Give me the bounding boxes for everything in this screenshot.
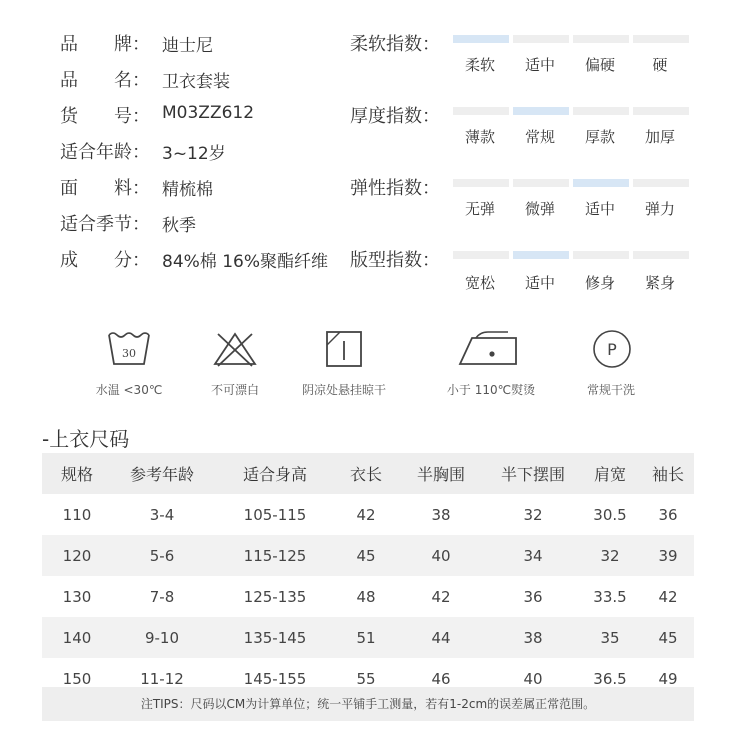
index-option: 修身 — [584, 274, 615, 292]
wash-temp-label: 30 — [122, 347, 136, 360]
table-row — [42, 494, 694, 535]
table-header-cell: 参考年龄 — [112, 453, 212, 494]
table-cell: 32 — [523, 505, 543, 524]
index-option: 宽松 — [464, 274, 495, 292]
table-header-cell: 适合身高 — [212, 453, 338, 494]
spec-label-age: 适合年龄： — [60, 142, 150, 163]
table-cell: 130 — [62, 587, 92, 606]
table-cell: 110 — [62, 505, 92, 524]
table-cell: 135-145 — [212, 617, 338, 658]
dry-clean-p-icon — [591, 328, 633, 370]
spec-label-season: 适合季节： — [60, 214, 150, 235]
table-header-cell: 半下摆围 — [488, 453, 578, 494]
index-segment — [633, 179, 689, 187]
index-segment — [453, 251, 509, 259]
index-segment — [573, 251, 629, 259]
index-option: 紧身 — [644, 274, 675, 292]
table-cell: 11-12 — [140, 669, 184, 688]
spec-value-sku: M03ZZ612 — [162, 103, 255, 123]
index-segment — [453, 107, 509, 115]
table-header-cell: 袖长 — [642, 453, 694, 494]
index-option: 适中 — [584, 200, 615, 218]
table-cell: 40 — [523, 669, 543, 688]
index-title-softness: 柔软指数： — [350, 34, 440, 55]
dryclean-letter: P — [607, 340, 617, 359]
table-cell: 34 — [488, 535, 578, 576]
care-label-wash: 水温 <30℃ — [95, 383, 163, 397]
spec-value-composition: 84%棉 16%聚酯纤维 — [162, 252, 328, 272]
table-cell: 40 — [394, 535, 488, 576]
care-label-dryclean: 常规干洗 — [586, 383, 635, 397]
size-section-title: -上衣尺码 — [42, 427, 130, 451]
table-cell: 36.5 — [593, 669, 627, 688]
index-segment — [513, 35, 569, 43]
index-segment-selected — [573, 179, 629, 187]
index-title-fit: 版型指数： — [350, 250, 440, 271]
table-cell: 42 — [356, 505, 376, 524]
spec-value-season: 秋季 — [162, 216, 196, 236]
table-header-cell: 肩宽 — [578, 453, 642, 494]
index-option: 适中 — [524, 274, 555, 292]
table-cell: 33.5 — [593, 587, 627, 606]
table-cell: 42 — [431, 587, 451, 606]
table-cell: 125-135 — [243, 587, 307, 606]
table-cell: 145-155 — [243, 669, 307, 688]
table-cell: 35 — [578, 617, 642, 658]
table-cell: 5-6 — [112, 535, 212, 576]
index-option: 柔软 — [464, 56, 495, 74]
table-cell: 3-4 — [149, 505, 175, 524]
index-segment — [513, 179, 569, 187]
table-cell: 49 — [658, 669, 678, 688]
table-cell: 38 — [431, 505, 451, 524]
index-segment — [633, 107, 689, 115]
table-row — [42, 535, 694, 576]
line-dry-shade-icon — [324, 329, 364, 369]
table-cell: 36 — [658, 505, 678, 524]
table-cell: 150 — [62, 669, 92, 688]
table-header-cell: 半胸围 — [394, 453, 488, 494]
table-cell: 115-125 — [212, 535, 338, 576]
table-cell: 38 — [488, 617, 578, 658]
index-title-thickness: 厚度指数： — [350, 106, 440, 127]
index-segment — [573, 107, 629, 115]
table-cell: 46 — [431, 669, 451, 688]
care-label-dry: 阴凉处悬挂晾干 — [301, 383, 386, 397]
care-label-iron: 小于 110℃熨烫 — [446, 383, 536, 397]
index-segment — [633, 35, 689, 43]
table-cell: 32 — [578, 535, 642, 576]
table-row — [42, 617, 694, 658]
table-cell: 44 — [394, 617, 488, 658]
size-table — [42, 453, 694, 699]
spec-value-name: 卫衣套装 — [162, 72, 230, 92]
size-tips-note: 注TIPS：尺码以CM为计算单位；统一平铺手工测量，若有1-2cm的误差属正常范围。 — [42, 687, 694, 721]
index-option: 常规 — [524, 128, 555, 146]
table-cell: 42 — [658, 587, 678, 606]
index-segment-selected — [513, 107, 569, 115]
table-header-cell: 衣长 — [338, 453, 394, 494]
index-option: 偏硬 — [584, 56, 615, 74]
index-segment — [453, 179, 509, 187]
spec-label-brand: 品 牌： — [60, 34, 150, 55]
table-cell: 39 — [642, 535, 694, 576]
table-row — [42, 576, 694, 617]
spec-label-sku: 货 号： — [60, 106, 150, 127]
spec-label-fabric: 面 料： — [60, 178, 150, 199]
table-cell: 7-8 — [149, 587, 175, 606]
spec-label-name: 品 名： — [60, 70, 150, 91]
spec-value-age: 3~12岁 — [162, 144, 226, 164]
index-option: 薄款 — [464, 128, 495, 146]
table-cell: 51 — [338, 617, 394, 658]
index-segment-selected — [513, 251, 569, 259]
table-cell: 9-10 — [112, 617, 212, 658]
spec-value-brand: 迪士尼 — [162, 36, 213, 56]
table-cell: 48 — [356, 587, 376, 606]
table-cell: 140 — [42, 617, 112, 658]
index-segment — [573, 35, 629, 43]
index-option: 加厚 — [644, 128, 675, 146]
table-cell: 55 — [356, 669, 376, 688]
table-cell: 45 — [642, 617, 694, 658]
table-header-cell: 规格 — [42, 453, 112, 494]
table-cell: 120 — [42, 535, 112, 576]
wash-30-icon — [106, 330, 152, 368]
table-cell: 45 — [338, 535, 394, 576]
index-option: 微弹 — [524, 200, 555, 218]
index-title-elasticity: 弹性指数： — [350, 178, 440, 199]
spec-label-composition: 成 分： — [60, 250, 150, 271]
table-header-row — [42, 453, 694, 494]
iron-low-icon — [458, 330, 524, 368]
index-segment-selected — [453, 35, 509, 43]
index-option: 弹力 — [644, 200, 675, 218]
index-option: 厚款 — [584, 128, 615, 146]
table-cell: 30.5 — [593, 505, 627, 524]
table-cell: 105-115 — [243, 505, 307, 524]
no-bleach-icon — [212, 330, 258, 368]
spec-value-fabric: 精梳棉 — [162, 180, 213, 200]
index-segment — [633, 251, 689, 259]
index-option: 硬 — [652, 56, 668, 74]
index-option: 无弹 — [464, 200, 495, 218]
index-option: 适中 — [524, 56, 555, 74]
care-label-bleach: 不可漂白 — [210, 383, 259, 397]
table-cell: 36 — [523, 587, 543, 606]
